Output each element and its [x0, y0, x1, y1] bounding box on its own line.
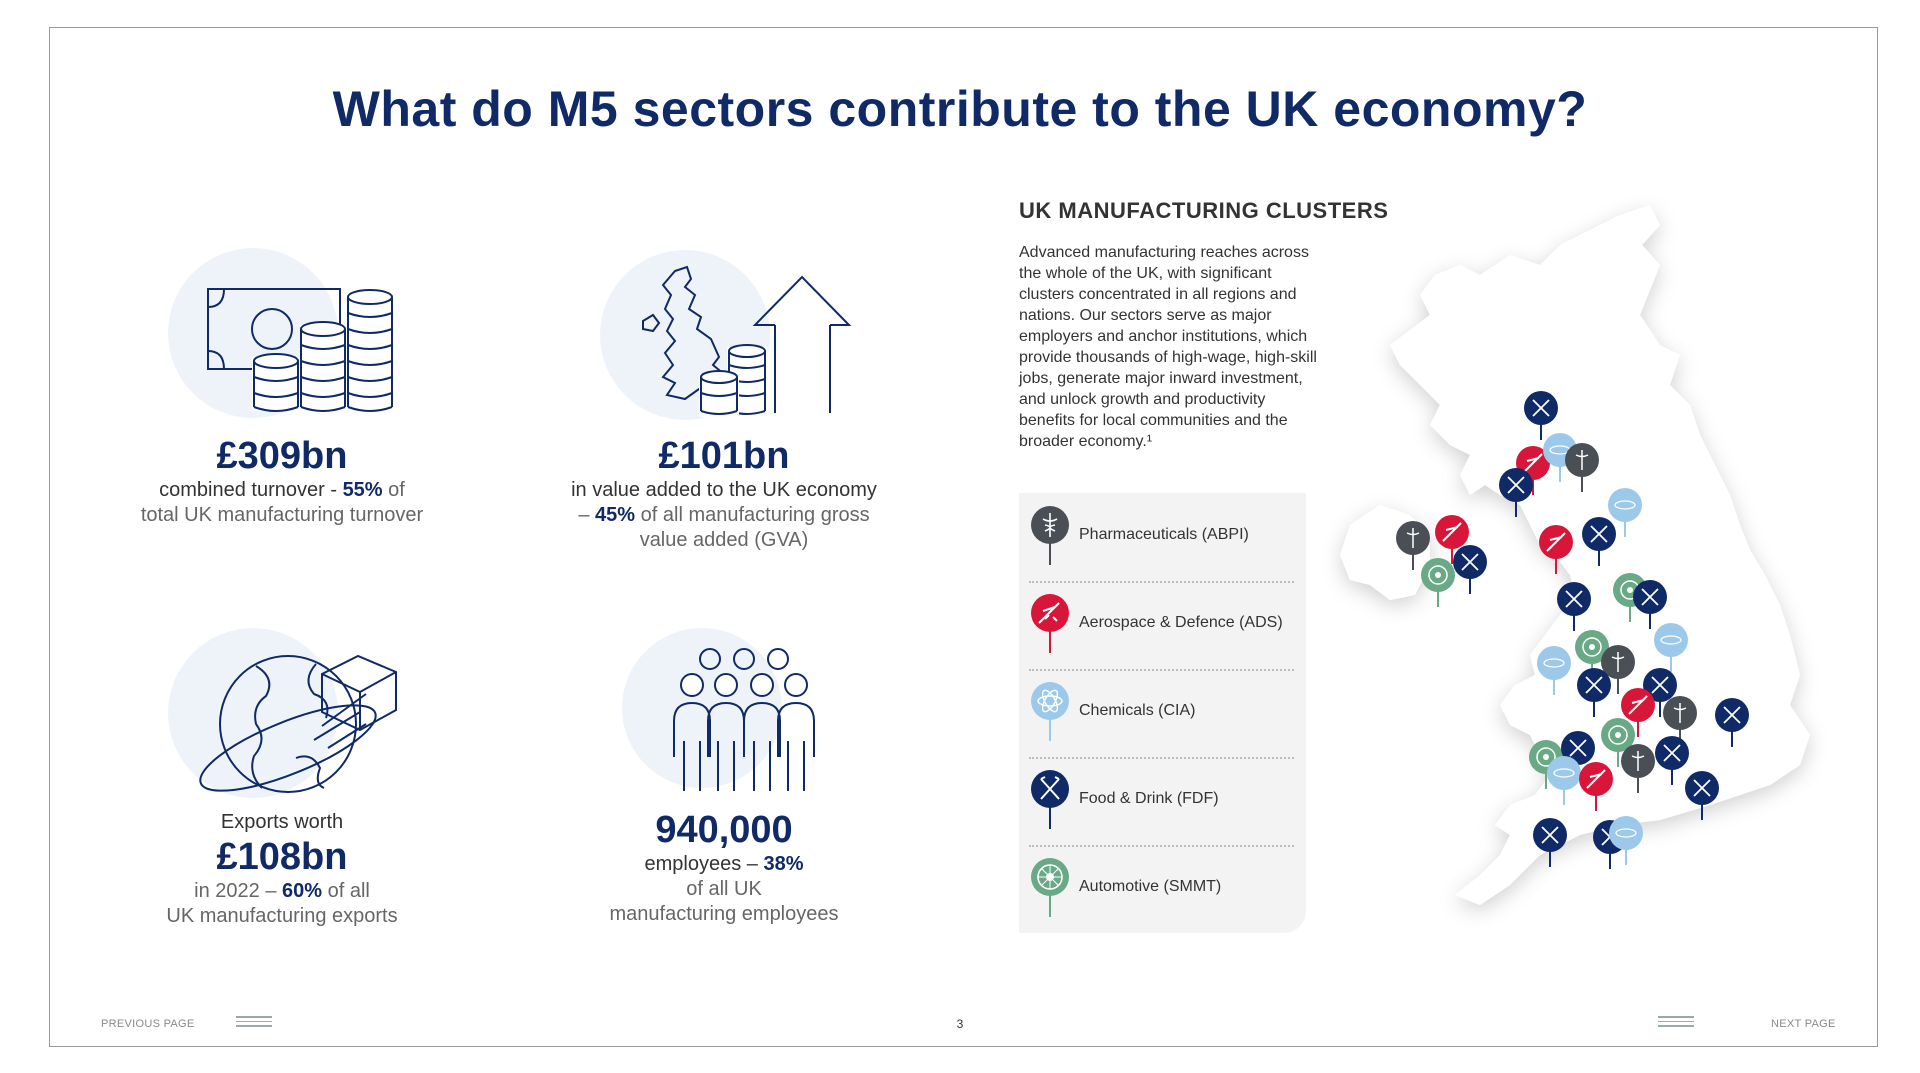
- turnover-line2: total UK manufacturing turnover: [140, 504, 424, 526]
- gva-value: £101bn: [658, 435, 790, 477]
- food-drink-pin: [1685, 771, 1719, 820]
- turnover-stat: [72, 434, 492, 528]
- exports-line1-text: in 2022 –: [194, 880, 282, 902]
- atom-icon: [1029, 681, 1071, 743]
- next-page-link[interactable]: NEXT PAGE: [1771, 1018, 1836, 1030]
- globe-box-icon: [196, 648, 406, 798]
- exports-line2: UK manufacturing exports: [166, 905, 398, 927]
- exports-pre: Exports worth: [220, 811, 344, 833]
- legend-label: Food & Drink (FDF): [1079, 790, 1219, 807]
- legend-item: [1029, 845, 1294, 933]
- legend-label: Automotive (SMMT): [1079, 878, 1222, 895]
- exports-line1: [72, 879, 492, 904]
- legend-item: [1029, 757, 1294, 847]
- employees-stat: [514, 808, 934, 927]
- exports-line1-tail: of all: [322, 880, 370, 902]
- page-title: What do M5 sectors contribute to the UK economy?: [332, 81, 1588, 137]
- gva-stat: [514, 434, 934, 553]
- clusters-legend: [1019, 493, 1306, 933]
- uk-map: [1320, 195, 1840, 985]
- turnover-line1: [72, 478, 492, 503]
- wheel-icon: [1029, 857, 1071, 919]
- employees-line1-text: employees –: [644, 853, 764, 875]
- next-page-lines-icon[interactable]: [1658, 1016, 1694, 1030]
- gva-line2-text: –: [578, 504, 596, 526]
- food-drink-pin: [1533, 818, 1567, 867]
- gva-percent: 45%: [595, 504, 636, 526]
- people-group-icon: [664, 645, 824, 795]
- employees-line2: of all UK: [686, 878, 762, 900]
- clusters-heading: UK MANUFACTURING CLUSTERS: [1019, 198, 1389, 223]
- clusters-body: Advanced manufacturing reaches across the whole of the UK, with significant clusters concentrated in all regions and nations. Our sectors serve as major employers and anchor institutions, which provide thousands of high-wage, high-skill jobs, generate major inward investment, and unlock growth and productivity benefits for local communities and the broader economy.¹: [1019, 244, 1317, 450]
- food-drink-pin: [1453, 545, 1487, 594]
- exports-value: £108bn: [216, 836, 348, 878]
- automotive-pin: [1421, 558, 1455, 607]
- previous-page-link[interactable]: PREVIOUS PAGE: [101, 1018, 195, 1030]
- gva-line1: in value added to the UK economy: [571, 479, 877, 501]
- turnover-line1-text: combined turnover -: [159, 479, 343, 501]
- banknote-coins-icon: [200, 285, 400, 420]
- employees-line3: manufacturing employees: [609, 903, 839, 925]
- turnover-percent: 55%: [342, 479, 383, 501]
- page-number: 3: [956, 1017, 964, 1031]
- employees-line1: [514, 852, 934, 877]
- legend-label: Chemicals (CIA): [1079, 702, 1196, 719]
- employees-value: 940,000: [655, 809, 793, 851]
- legend-label: Pharmaceuticals (ABPI): [1079, 526, 1249, 543]
- exports-percent: 60%: [282, 880, 323, 902]
- fork-knife-icon: [1029, 769, 1071, 831]
- uk-map-growth-icon: [635, 265, 855, 425]
- gva-line3: value added (GVA): [639, 529, 809, 551]
- exports-stat: [72, 810, 492, 929]
- chemicals-pin: [1609, 816, 1643, 865]
- legend-item: [1029, 669, 1294, 759]
- legend-label: Aerospace & Defence (ADS): [1079, 614, 1283, 631]
- plane-icon: [1029, 593, 1071, 655]
- turnover-value: £309bn: [216, 435, 348, 477]
- legend-item: [1029, 493, 1294, 583]
- turnover-line1-tail: of: [382, 479, 405, 501]
- gva-line2-tail: of all manufacturing gross: [635, 504, 870, 526]
- caduceus-icon: [1029, 505, 1071, 567]
- employees-percent: 38%: [763, 853, 804, 875]
- legend-item: [1029, 581, 1294, 671]
- gva-line2: [514, 503, 934, 528]
